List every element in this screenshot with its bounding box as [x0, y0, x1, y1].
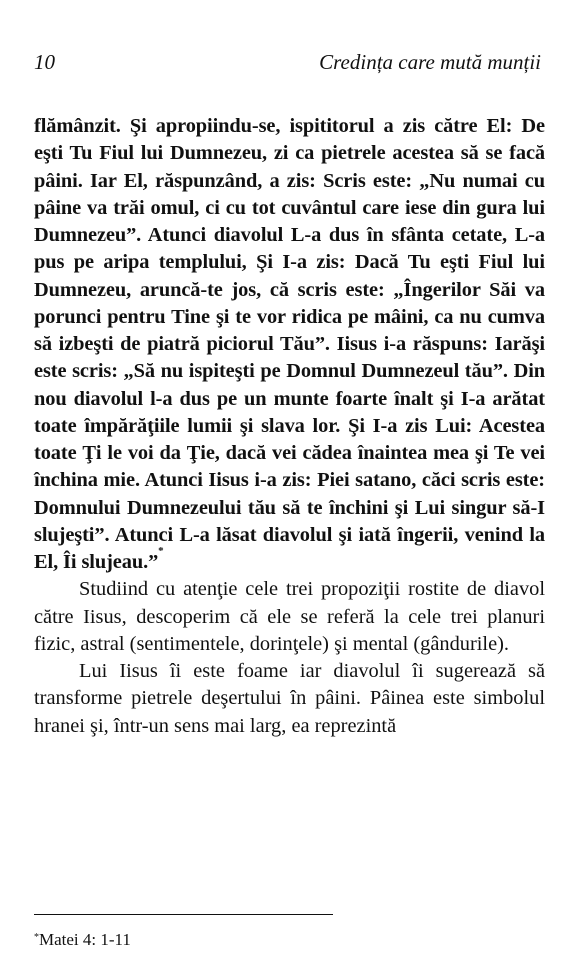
- scripture-quote-text: flămânzit. Şi apropiindu-se, ispititorul a zis către El: De eşti Tu Fiul lui Dumnezeu, zi ca pietrele acestea să se facă pâini. Iar El, răspunzând, a zis: Scris este: „Nu numai cu pâine va trăi omul, ci cu tot cuvântul care iese din gura lui Dumnezeu”. Atunci diavolul L-a dus în sfânta cetate, L-a pus pe aripa templului, Şi I-a zis: Dacă Tu eşti Fiul lui Dumnezeu, aruncă-te jos, că scris este: „Îngerilor Săi va porunci pentru Tine şi te vor ridica pe mâini, ca nu cumva să izbeşti de piatră piciorul Tău”. Iisus i-a răspuns: Iarăşi este scris: „Să nu ispiteşti pe Domnul Dumnezeul tău”. Din nou diavolul l-a dus pe un munte foarte înalt şi I-a arătat toate împărăţiile lumii şi slava lor. Şi I-a zis Lui: Acestea toate Ţi le voi da Ţie, dacă vei cădea înaintea mea şi Te vei închina mie. Atunci Iisus i-a zis: Piei satano, căci scris este: Domnului Dumnezeului tău să te închini şi Lui singur să-I slujeşti”. Atunci L-a lăsat diavolul şi iată îngerii, venind la El, Îi slujeau.”: [34, 115, 545, 573]
- footnote: [34, 930, 131, 950]
- footnote-text: Matei 4: 1-11: [39, 930, 131, 949]
- scripture-quote: [34, 113, 545, 576]
- paragraph-1: Studiind cu atenţie cele trei propoziţii rostite de diavol către Iisus, descoperim că ele se referă la cele trei planuri fizic, astral (sentimentele, dorinţele) şi mental (gândurile).: [34, 578, 545, 655]
- footnote-marker: *: [34, 932, 39, 943]
- running-head: [34, 50, 541, 80]
- footnote-reference-marker: *: [158, 545, 164, 557]
- page-number: 10: [34, 50, 55, 74]
- footnote-divider: [34, 914, 333, 915]
- paragraph-2: Lui Iisus îi este foame iar diavolul îi sugerează să transforme pietrele deşertului în pâini. Pâinea este simbolul hranei şi, într-un sens mai larg, ea reprezintă: [34, 660, 545, 737]
- body-text: [34, 113, 545, 740]
- book-title: Credința care mută munții: [319, 50, 541, 74]
